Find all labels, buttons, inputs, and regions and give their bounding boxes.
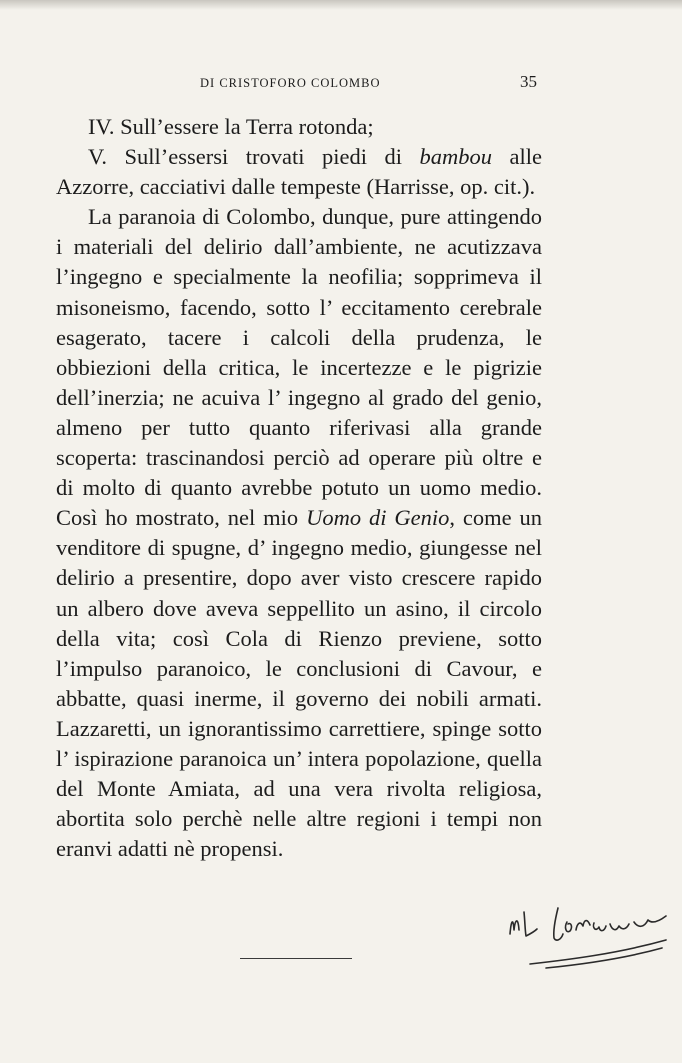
paragraph (56, 112, 542, 142)
handwritten-signature (506, 894, 674, 974)
section-rule (240, 958, 352, 959)
body-text (56, 112, 542, 864)
text-run: , come un venditore di spugne, d’ ingegno medio, giungesse nel delirio a presentire, dopo aver visto crescere rapido un albero dove aveva seppellito un asino, il circolo della vita; così Cola di Rienzo previene, sotto l’impulso paranoico, le conclusioni di Cavour, e abbatte, quasi inerme, il governo dei nobili armati. Lazzaretti, un ignorantissimo carrettiere, spinge sotto l’ ispirazione paranoica un’ intera popolazione, quella del Monte Amiata, ad una vera rivolta religiosa, abortita solo perchè nelle altre regioni i tempi non eranvi adatti nè propensi. (56, 505, 542, 862)
paragraph (56, 202, 542, 864)
paragraph (56, 142, 542, 202)
text-run: La paranoia di Colombo, dunque, pure attingendo i materiali del delirio dall’ambiente, ne acutizzava l’ingegno e specialmente la neofilia; sopprimeva il misoneismo, facendo, sotto l’ eccitamento cerebrale esagerato, tacere i calcoli della prudenza, le obbiezioni della critica, le incertezze e le pigrizie dell’inerzia; ne acuiva l’ ingegno al grado del genio, almeno per tutto quanto riferivasi alla grande scoperta: trascinandosi perciò ad operare più oltre e di molto di quanto avrebbe potuto un uomo medio. Così ho mostrato, nel mio (56, 204, 542, 531)
text-run: alle Azzorre, cacciativi dalle tempeste (Harrisse, op. cit.). (56, 144, 542, 200)
scan-edge-shadow (0, 0, 682, 10)
text-run: V. Sull’essersi trovati piedi di (88, 144, 420, 170)
running-head: DI CRISTOFORO COLOMBO (200, 76, 381, 90)
text-run: IV. Sull’essere la Terra rotonda; (88, 114, 374, 139)
italic-phrase: Uomo di Genio (306, 505, 450, 531)
page-number: 35 (520, 72, 537, 91)
italic-phrase: bambou (419, 144, 492, 170)
